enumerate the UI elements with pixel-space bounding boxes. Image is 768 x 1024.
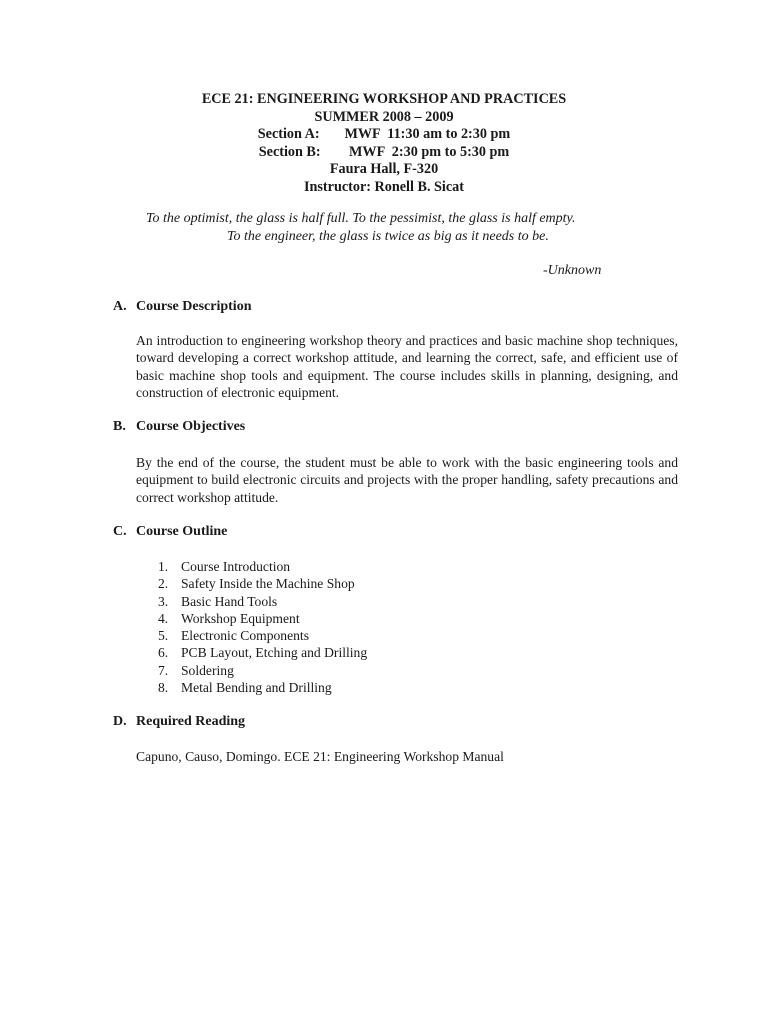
- section-a-schedule: Section A: MWF 11:30 am to 2:30 pm: [257, 126, 511, 143]
- course-description-text: An introduction to engineering workshop theory and practices and basic machine shop techniques, toward developing a correct workshop attitude, and learning the correct, safe, and efficient use of basic machine shop tools and equipment. The course includes skills in planning, designing, and construction of electronic equipment.: [136, 333, 678, 400]
- section-heading-reading: [113, 714, 245, 730]
- list-item: [158, 558, 367, 575]
- list-item-number: 1.: [158, 559, 169, 574]
- section-letter: A.: [113, 299, 127, 314]
- list-item-number: 4.: [158, 610, 169, 626]
- course-objectives-text: By the end of the course, the student must be able to work with the basic engineering tools and equipment to build electronic circuits and projects with the proper handling, safety precautions and correct workshop attitude.: [136, 455, 678, 505]
- list-item-number: 6.: [158, 645, 169, 661]
- list-item: [158, 575, 367, 592]
- course-title: ECE 21: ENGINEERING WORKSHOP AND PRACTICES: [201, 91, 567, 107]
- list-item-label: Electronic Components: [181, 628, 309, 644]
- list-item: [158, 644, 367, 661]
- list-item: [158, 662, 367, 679]
- section-letter: D.: [113, 714, 127, 729]
- quote-line-2: To the engineer, the glass is twice as big as it needs to be.: [227, 229, 549, 244]
- section-title: Course Description: [136, 299, 252, 314]
- list-item-label: Soldering: [181, 662, 234, 678]
- list-item-label: Basic Hand Tools: [181, 593, 278, 609]
- section-title: Course Outline: [136, 524, 228, 539]
- section-letter: B.: [113, 419, 126, 434]
- section-heading-description: [113, 299, 252, 315]
- section-letter: C.: [113, 524, 127, 539]
- list-item: [158, 610, 367, 627]
- list-item-label: Workshop Equipment: [181, 610, 300, 626]
- section-heading-outline: [113, 524, 227, 540]
- section-title: Course Objectives: [136, 419, 246, 434]
- list-item-number: 5.: [158, 628, 169, 644]
- list-item-label: Safety Inside the Machine Shop: [181, 576, 355, 592]
- list-item-label: Metal Bending and Drilling: [181, 680, 332, 696]
- instructor-name: Instructor: Ronell B. Sicat: [304, 178, 464, 195]
- room-location: Faura Hall, F-320: [329, 161, 439, 178]
- quote-line-1: To the optimist, the glass is half full. To the pessimist, the glass is half empty.: [146, 211, 576, 226]
- list-item-number: 7.: [158, 662, 169, 678]
- course-term: SUMMER 2008 – 2009: [314, 108, 454, 125]
- list-item: [158, 593, 367, 610]
- required-reading-text: Capuno, Causo, Domingo. ECE 21: Engineering Workshop Manual: [136, 749, 504, 764]
- section-b-schedule: Section B: MWF 2:30 pm to 5:30 pm: [258, 143, 510, 160]
- section-title: Required Reading: [136, 714, 246, 729]
- list-item-label: Course Introduction: [181, 559, 291, 574]
- list-item: [158, 679, 367, 696]
- section-heading-objectives: [113, 419, 245, 435]
- list-item-number: 8.: [158, 680, 169, 696]
- course-header: [0, 91, 768, 197]
- quote-attribution: -Unknown: [543, 263, 602, 278]
- list-item-number: 3.: [158, 593, 169, 609]
- course-outline-list: [158, 558, 367, 696]
- list-item: [158, 627, 367, 644]
- list-item-number: 2.: [158, 576, 169, 592]
- list-item-label: PCB Layout, Etching and Drilling: [181, 645, 368, 661]
